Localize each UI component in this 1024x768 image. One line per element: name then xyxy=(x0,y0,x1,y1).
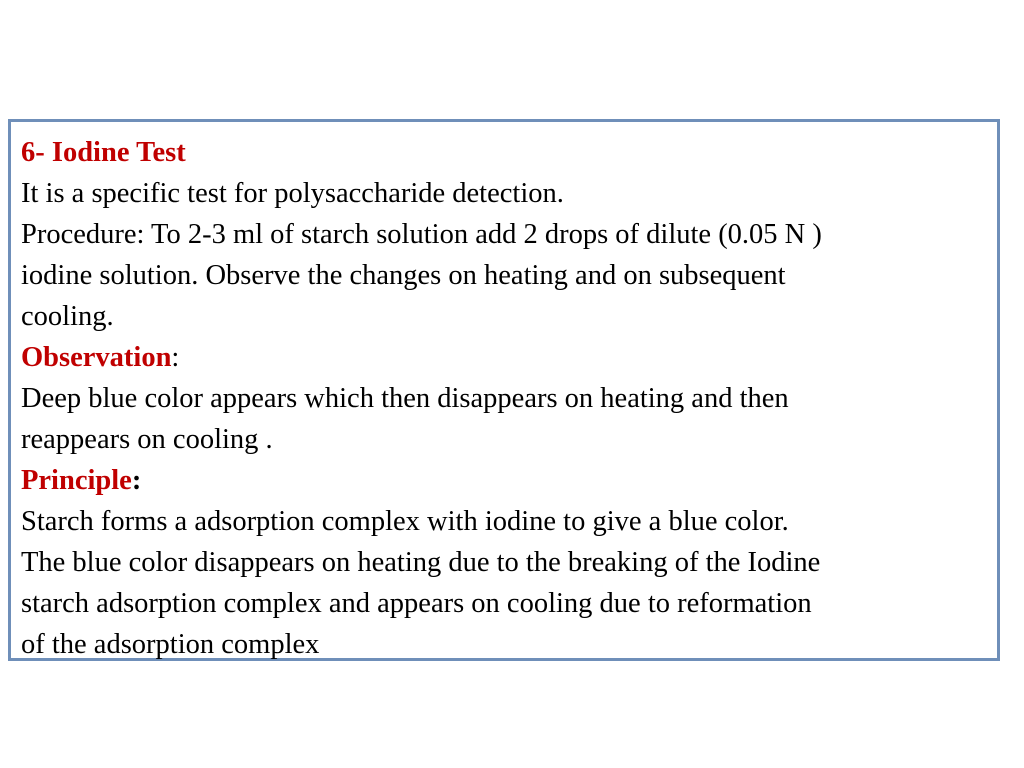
observation-heading xyxy=(21,337,987,378)
text-box xyxy=(8,119,1000,661)
principle-label: Principle xyxy=(21,465,132,496)
intro-text: It is a specific test for polysaccharide detection. xyxy=(21,178,564,209)
principle-line-1: Starch forms a adsorption complex with iodine to give a blue color. xyxy=(21,506,789,537)
principle-line-3: starch adsorption complex and appears on cooling due to reformation xyxy=(21,588,812,619)
principle-line-4: of the adsorption complex xyxy=(21,629,320,660)
principle-line-2: The blue color disappears on heating due to the breaking of the Iodine xyxy=(21,547,821,578)
observation-line-1: Deep blue color appears which then disappears on heating and then xyxy=(21,383,789,414)
principle-heading xyxy=(21,460,987,501)
procedure-line-2: iodine solution. Observe the changes on heating and on subsequent xyxy=(21,260,786,291)
observation-colon: : xyxy=(171,342,180,373)
procedure-line-1: Procedure: To 2-3 ml of starch solution add 2 drops of dilute (0.05 N ) xyxy=(21,219,822,250)
observation-label: Observation xyxy=(21,342,172,373)
section-title: 6- Iodine Test xyxy=(21,137,186,168)
procedure-line-3: cooling. xyxy=(21,301,114,332)
principle-colon: : xyxy=(131,465,142,496)
observation-line-2: reappears on cooling . xyxy=(21,424,273,455)
